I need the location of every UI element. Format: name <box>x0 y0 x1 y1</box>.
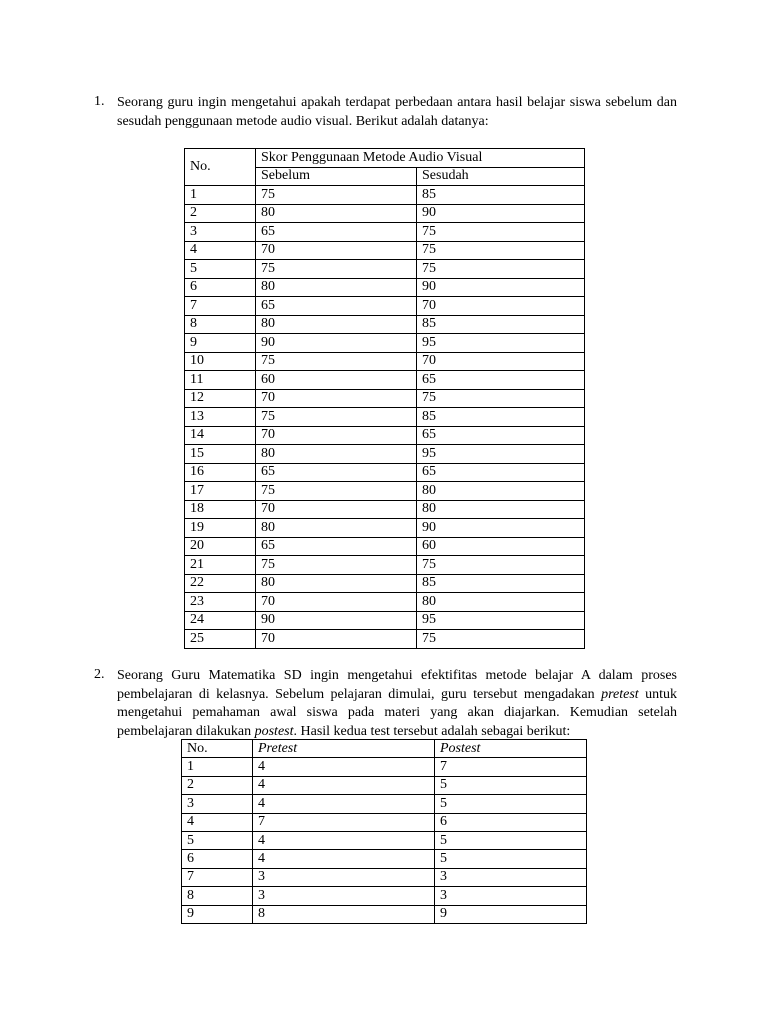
cell-pretest: 4 <box>253 758 435 776</box>
table-row <box>185 260 585 279</box>
cell-sebelum: 75 <box>256 482 417 501</box>
cell-no: 3 <box>182 795 253 813</box>
cell-postest: 3 <box>435 887 587 905</box>
cell-postest: 3 <box>435 868 587 886</box>
cell-sesudah: 65 <box>417 371 585 390</box>
cell-sebelum: 80 <box>256 445 417 464</box>
cell-no: 13 <box>185 408 256 427</box>
table-2-header-row <box>182 740 587 758</box>
table-row <box>182 887 587 905</box>
table-row <box>185 204 585 223</box>
table-row <box>182 776 587 794</box>
cell-sesudah: 90 <box>417 519 585 538</box>
cell-no: 7 <box>185 297 256 316</box>
cell-pretest: 4 <box>253 795 435 813</box>
cell-sebelum: 70 <box>256 500 417 519</box>
cell-no: 11 <box>185 371 256 390</box>
table-2-body <box>182 758 587 924</box>
table-row <box>182 758 587 776</box>
question-2-text-part-3: . Hasil kedua test tersebut adalah sebagai berikut: <box>293 723 571 739</box>
cell-sebelum: 80 <box>256 519 417 538</box>
cell-no: 1 <box>185 186 256 205</box>
cell-sebelum: 65 <box>256 463 417 482</box>
table-row <box>185 241 585 260</box>
cell-pretest: 8 <box>253 905 435 923</box>
cell-sebelum: 70 <box>256 630 417 649</box>
cell-no: 8 <box>182 887 253 905</box>
table-row <box>182 813 587 831</box>
cell-sebelum: 80 <box>256 574 417 593</box>
cell-sebelum: 70 <box>256 593 417 612</box>
cell-sebelum: 70 <box>256 426 417 445</box>
cell-no: 6 <box>182 850 253 868</box>
cell-sesudah: 85 <box>417 315 585 334</box>
table-row <box>185 556 585 575</box>
cell-sesudah: 95 <box>417 445 585 464</box>
cell-sesudah: 80 <box>417 482 585 501</box>
cell-sebelum: 70 <box>256 389 417 408</box>
cell-no: 2 <box>185 204 256 223</box>
cell-no: 18 <box>185 500 256 519</box>
table-row <box>182 850 587 868</box>
table-row <box>185 408 585 427</box>
cell-sesudah: 90 <box>417 204 585 223</box>
cell-no: 4 <box>185 241 256 260</box>
cell-no: 2 <box>182 776 253 794</box>
cell-no: 9 <box>182 905 253 923</box>
cell-sesudah: 95 <box>417 334 585 353</box>
cell-sebelum: 70 <box>256 241 417 260</box>
cell-sesudah: 75 <box>417 223 585 242</box>
cell-pretest: 3 <box>253 887 435 905</box>
cell-sebelum: 75 <box>256 352 417 371</box>
cell-postest: 7 <box>435 758 587 776</box>
cell-postest: 5 <box>435 776 587 794</box>
cell-sesudah: 75 <box>417 630 585 649</box>
cell-no: 21 <box>185 556 256 575</box>
cell-sesudah: 60 <box>417 537 585 556</box>
cell-no: 5 <box>182 831 253 849</box>
table-row <box>185 463 585 482</box>
cell-pretest: 4 <box>253 831 435 849</box>
cell-sebelum: 80 <box>256 315 417 334</box>
cell-pretest: 3 <box>253 868 435 886</box>
header-no: No. <box>185 149 256 186</box>
cell-no: 17 <box>185 482 256 501</box>
table-row <box>185 537 585 556</box>
cell-sebelum: 80 <box>256 278 417 297</box>
table-row <box>185 278 585 297</box>
cell-sesudah: 90 <box>417 278 585 297</box>
cell-sesudah: 75 <box>417 260 585 279</box>
table-row <box>185 500 585 519</box>
cell-no: 1 <box>182 758 253 776</box>
pretest-term: pretest <box>601 686 639 702</box>
question-2-text-part-2: untuk mengetahui pemahaman awal siswa pada materi yang akan diajarkan. Kemudian setelah pembelajaran dilakukan <box>117 686 678 739</box>
cell-no: 12 <box>185 389 256 408</box>
cell-sebelum: 65 <box>256 537 417 556</box>
table-1-body <box>185 186 585 649</box>
question-1-text: Seorang guru ingin mengetahui apakah terdapat perbedaan antara hasil belajar siswa sebelum dan sesudah penggunaan metode audio visual. Berikut adalah datanya: <box>117 95 677 129</box>
question-2-text-part-1: Seorang Guru Matematika SD ingin mengetahui efektifitas metode belajar A dalam proses pembelajaran di kelasnya. Sebelum pelajaran dimulai, guru tersebut mengadakan <box>117 668 677 702</box>
cell-no: 6 <box>185 278 256 297</box>
table-row <box>182 905 587 923</box>
cell-no: 16 <box>185 463 256 482</box>
cell-sesudah: 85 <box>417 574 585 593</box>
cell-sesudah: 80 <box>417 500 585 519</box>
table-row <box>185 334 585 353</box>
table-row <box>185 426 585 445</box>
cell-no: 3 <box>185 223 256 242</box>
question-2 <box>94 667 677 741</box>
table-row <box>185 297 585 316</box>
cell-no: 23 <box>185 593 256 612</box>
table-row <box>182 868 587 886</box>
cell-postest: 5 <box>435 831 587 849</box>
question-1-number: 1. <box>94 94 105 109</box>
table-row <box>185 223 585 242</box>
table-row <box>185 371 585 390</box>
cell-sesudah: 75 <box>417 241 585 260</box>
header-pretest: Pretest <box>253 740 435 758</box>
table-row <box>185 352 585 371</box>
cell-sesudah: 85 <box>417 186 585 205</box>
cell-postest: 9 <box>435 905 587 923</box>
cell-no: 24 <box>185 611 256 630</box>
table-pretest-postest <box>181 739 587 924</box>
cell-sesudah: 65 <box>417 426 585 445</box>
header-sebelum: Sebelum <box>256 167 417 186</box>
cell-sesudah: 85 <box>417 408 585 427</box>
table-row <box>185 389 585 408</box>
cell-no: 22 <box>185 574 256 593</box>
cell-sesudah: 65 <box>417 463 585 482</box>
cell-sebelum: 75 <box>256 186 417 205</box>
cell-sesudah: 70 <box>417 352 585 371</box>
cell-pretest: 4 <box>253 850 435 868</box>
cell-pretest: 4 <box>253 776 435 794</box>
table-row <box>185 315 585 334</box>
cell-no: 15 <box>185 445 256 464</box>
cell-postest: 5 <box>435 795 587 813</box>
cell-postest: 5 <box>435 850 587 868</box>
question-2-text <box>117 667 677 741</box>
cell-sesudah: 80 <box>417 593 585 612</box>
cell-sesudah: 75 <box>417 556 585 575</box>
cell-no: 14 <box>185 426 256 445</box>
cell-sebelum: 90 <box>256 611 417 630</box>
cell-no: 7 <box>182 868 253 886</box>
table-row <box>182 795 587 813</box>
cell-sesudah: 70 <box>417 297 585 316</box>
cell-sebelum: 75 <box>256 556 417 575</box>
cell-no: 19 <box>185 519 256 538</box>
cell-sebelum: 65 <box>256 223 417 242</box>
cell-sebelum: 80 <box>256 204 417 223</box>
table-audio-visual-scores <box>184 148 585 649</box>
cell-no: 4 <box>182 813 253 831</box>
table-row <box>185 186 585 205</box>
header-sesudah: Sesudah <box>417 167 585 186</box>
question-1 <box>94 94 677 131</box>
cell-sebelum: 65 <box>256 297 417 316</box>
cell-sebelum: 90 <box>256 334 417 353</box>
cell-sesudah: 95 <box>417 611 585 630</box>
table-row <box>185 482 585 501</box>
header-no: No. <box>182 740 253 758</box>
cell-postest: 6 <box>435 813 587 831</box>
postest-term: postest <box>254 723 294 739</box>
table-row <box>185 519 585 538</box>
cell-sebelum: 75 <box>256 408 417 427</box>
cell-sesudah: 75 <box>417 389 585 408</box>
cell-no: 20 <box>185 537 256 556</box>
cell-no: 10 <box>185 352 256 371</box>
table-row <box>185 445 585 464</box>
question-2-number: 2. <box>94 667 105 682</box>
header-score-group: Skor Penggunaan Metode Audio Visual <box>256 149 585 168</box>
table-row <box>185 593 585 612</box>
cell-no: 25 <box>185 630 256 649</box>
cell-no: 8 <box>185 315 256 334</box>
table-row <box>185 630 585 649</box>
cell-sebelum: 75 <box>256 260 417 279</box>
cell-sebelum: 60 <box>256 371 417 390</box>
cell-pretest: 7 <box>253 813 435 831</box>
table-1-header-row <box>185 149 585 168</box>
table-row <box>182 831 587 849</box>
cell-no: 5 <box>185 260 256 279</box>
cell-no: 9 <box>185 334 256 353</box>
table-row <box>185 611 585 630</box>
table-row <box>185 574 585 593</box>
header-postest: Postest <box>435 740 587 758</box>
